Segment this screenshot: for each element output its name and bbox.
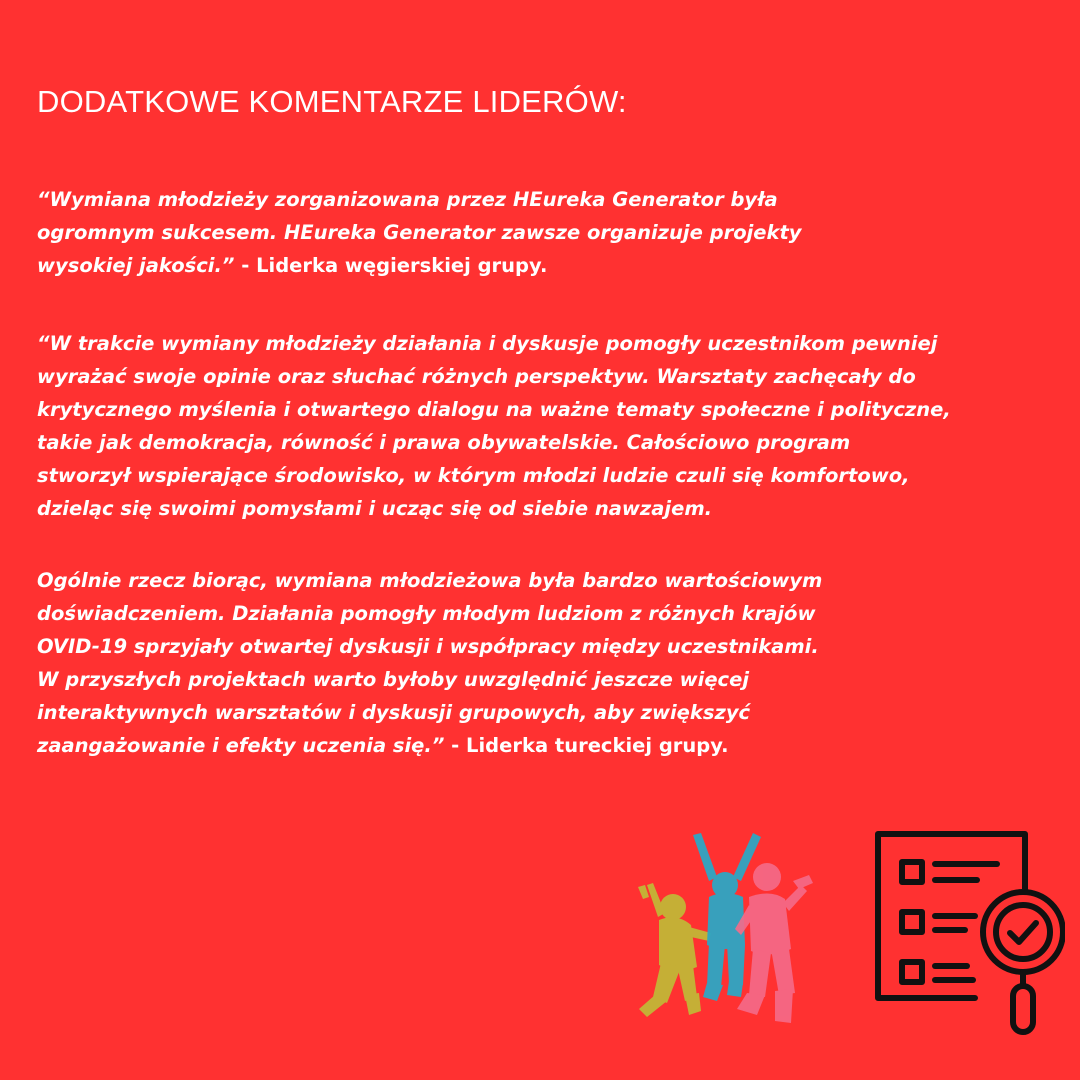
quote-line: “Wymiana młodzieży zorganizowana przez HEureka Generator była (37, 188, 778, 211)
figure-pink (735, 863, 813, 1023)
figure-yellow (638, 883, 711, 1017)
quote-paragraph-1 (37, 327, 951, 525)
jumping-people-icon (625, 825, 825, 1045)
quote-line: zaangażowanie i efekty uczenia się.” (37, 734, 445, 757)
quote-line: OVID-19 sprzyjały otwartej dyskusji i współpracy między uczestnikami. (37, 635, 819, 658)
magnifier-check-icon (983, 892, 1063, 1032)
quote-attribution: - Liderka tureckiej grupy. (444, 734, 729, 757)
quote-line: Ogólnie rzecz biorąc, wymiana młodzieżowa była bardzo wartościowym (37, 569, 823, 592)
page-title: DODATKOWE KOMENTARZE LIDERÓW: (37, 84, 627, 119)
quote-line: krytycznego myślenia i otwartego dialogu na ważne tematy społeczne i polityczne, (37, 398, 951, 421)
quote-line: wyrażać swoje opinie oraz słuchać różnych perspektyw. Warsztaty zachęcały do (37, 365, 916, 388)
quote-attribution: - Liderka węgierskiej grupy. (234, 254, 548, 277)
quote-turkish-leader (37, 564, 822, 762)
quote-line: W przyszłych projektach warto byłoby uwzględnić jeszcze więcej (37, 668, 750, 691)
quote-hungarian-leader (37, 183, 802, 282)
checklist-magnifier-icon (865, 822, 1065, 1044)
quote-line: takie jak demokracja, równość i prawa obywatelskie. Całościowo program (37, 431, 851, 454)
quote-line: ogromnym sukcesem. HEureka Generator zawsze organizuje projekty (37, 221, 802, 244)
quote-line: stworzył wspierające środowisko, w którym młodzi ludzie czuli się komfortowo, (37, 464, 910, 487)
quote-line: interaktywnych warsztatów i dyskusji grupowych, aby zwiększyć (37, 701, 751, 724)
quote-line: dzieląc się swoimi pomysłami i ucząc się od siebie nawzajem. (37, 497, 713, 520)
quote-line: “W trakcie wymiany młodzieży działania i dyskusje pomogły uczestnikom pewniej (37, 332, 938, 355)
quote-line: doświadczeniem. Działania pomogły młodym ludziom z różnych krajów (37, 602, 816, 625)
quote-line: wysokiej jakości.” (37, 254, 235, 277)
